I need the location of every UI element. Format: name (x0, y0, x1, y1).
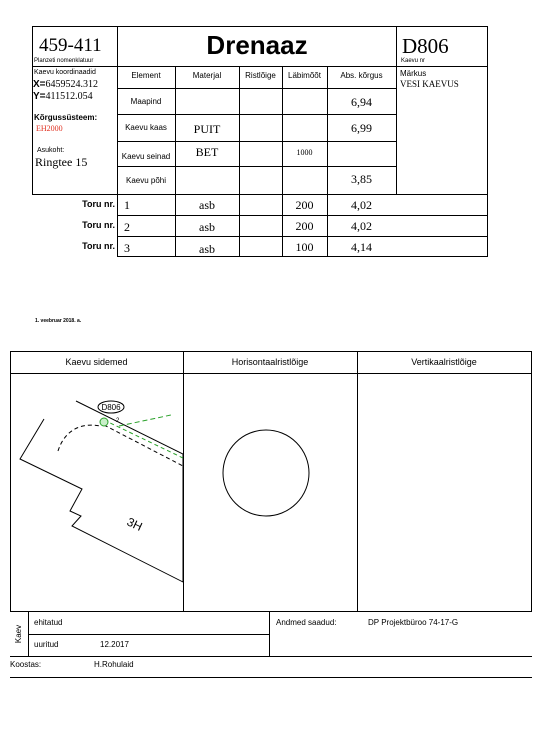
pipe-line (104, 425, 183, 466)
y-value: 411512.054 (45, 91, 93, 102)
pipe-number: 2 (124, 220, 130, 234)
source-value: DP Projektbüroo 74-17-G (368, 618, 459, 627)
pipe-material: asb (199, 220, 215, 234)
pipe-height: 4,02 (351, 198, 372, 212)
remarks-label: Märkus (400, 69, 427, 78)
document-date: 1. veebruar 2018. a. (35, 318, 82, 324)
x-value: 6459524.312 (45, 79, 99, 90)
row-element: Kaevu põhi (125, 176, 167, 185)
location-label: Asukoht: (37, 147, 65, 154)
pipe-material: asb (199, 198, 215, 212)
well-card (32, 26, 488, 257)
pipe-number: 3 (124, 241, 130, 255)
well-number-label: Kaevu nr (401, 58, 426, 64)
building-outline (20, 401, 183, 582)
well-circle (223, 430, 309, 516)
sketch-well-label: D806 (101, 403, 121, 412)
surveyed-label: uuritud (34, 640, 59, 649)
row-element: Kaevu kaas (125, 123, 167, 132)
row-material: BET (195, 145, 219, 159)
row-diameter: 1000 (296, 148, 313, 157)
horizontal-section-drawing (184, 374, 357, 611)
footer-side-label: Kaev (14, 624, 23, 644)
x-coordinate (33, 79, 98, 91)
col-element: Element (131, 71, 161, 80)
height-system-value: EH2000 (36, 124, 63, 133)
author-label: Koostas: (10, 660, 42, 669)
pipe-diameter: 100 (295, 240, 314, 254)
coords-label: Kaevu koordinaadid (34, 69, 96, 76)
height-system-label: Kõrgussüsteem: (34, 113, 98, 122)
source-label: Andmed saadud: (276, 618, 337, 627)
col-diameter: Läbimõõt (288, 71, 321, 80)
author-value: H.Rohulaid (94, 660, 134, 669)
location-value: Ringtee 15 (35, 155, 88, 169)
connections-sketch (11, 374, 183, 611)
row-material: PUIT (193, 122, 221, 136)
well-symbol (100, 418, 108, 426)
connection-arc (58, 425, 100, 451)
pipe-height: 4,14 (351, 240, 372, 254)
y-coordinate (33, 91, 93, 103)
well-number: D806 (402, 34, 449, 58)
pipe-label: Toru nr. (82, 241, 115, 251)
remarks-value: VESI KAEVUS (400, 79, 459, 89)
pipe-line (119, 415, 171, 426)
section-horizontal-title: Horisontaalristlõige (231, 357, 309, 367)
pipe-label: Toru nr. (82, 199, 115, 209)
footer (10, 612, 532, 678)
row-height: 3,85 (351, 172, 372, 186)
nomenclature-label: Planzeti nomenklatuur (34, 58, 94, 64)
pipe-label: Toru nr. (82, 220, 115, 230)
col-cross-section: Ristlõige (245, 71, 276, 80)
pipe-material: asb (199, 242, 215, 256)
pipe-height: 4,02 (351, 219, 372, 233)
row-height: 6,94 (351, 95, 372, 109)
page-title: Drenaaz (206, 30, 308, 60)
row-element: Kaevu seinad (121, 152, 171, 161)
pipe-diameter: 200 (295, 198, 314, 212)
x-label: X= (33, 79, 46, 90)
surveyed-value: 12.2017 (100, 640, 129, 649)
col-material: Materjal (192, 71, 222, 80)
pipe-number: 1 (124, 198, 130, 212)
row-element: Maapind (130, 97, 162, 106)
nomenclature-number: 459-411 (39, 35, 102, 56)
row-height: 6,99 (351, 121, 372, 135)
pipe-line (104, 420, 183, 458)
pipe-diameter: 200 (295, 219, 314, 233)
drawing-panels (10, 351, 532, 612)
built-label: ehitatud (34, 618, 63, 627)
sketch-building-label: 3H (124, 514, 145, 534)
col-abs-height: Abs. kõrgus (340, 71, 383, 80)
section-vertical-title: Vertikaalristlõige (411, 357, 477, 367)
section-connections-title: Kaevu sidemed (65, 357, 128, 367)
y-label: Y= (33, 91, 46, 102)
sketch-pipe-number: 2 (116, 418, 120, 424)
